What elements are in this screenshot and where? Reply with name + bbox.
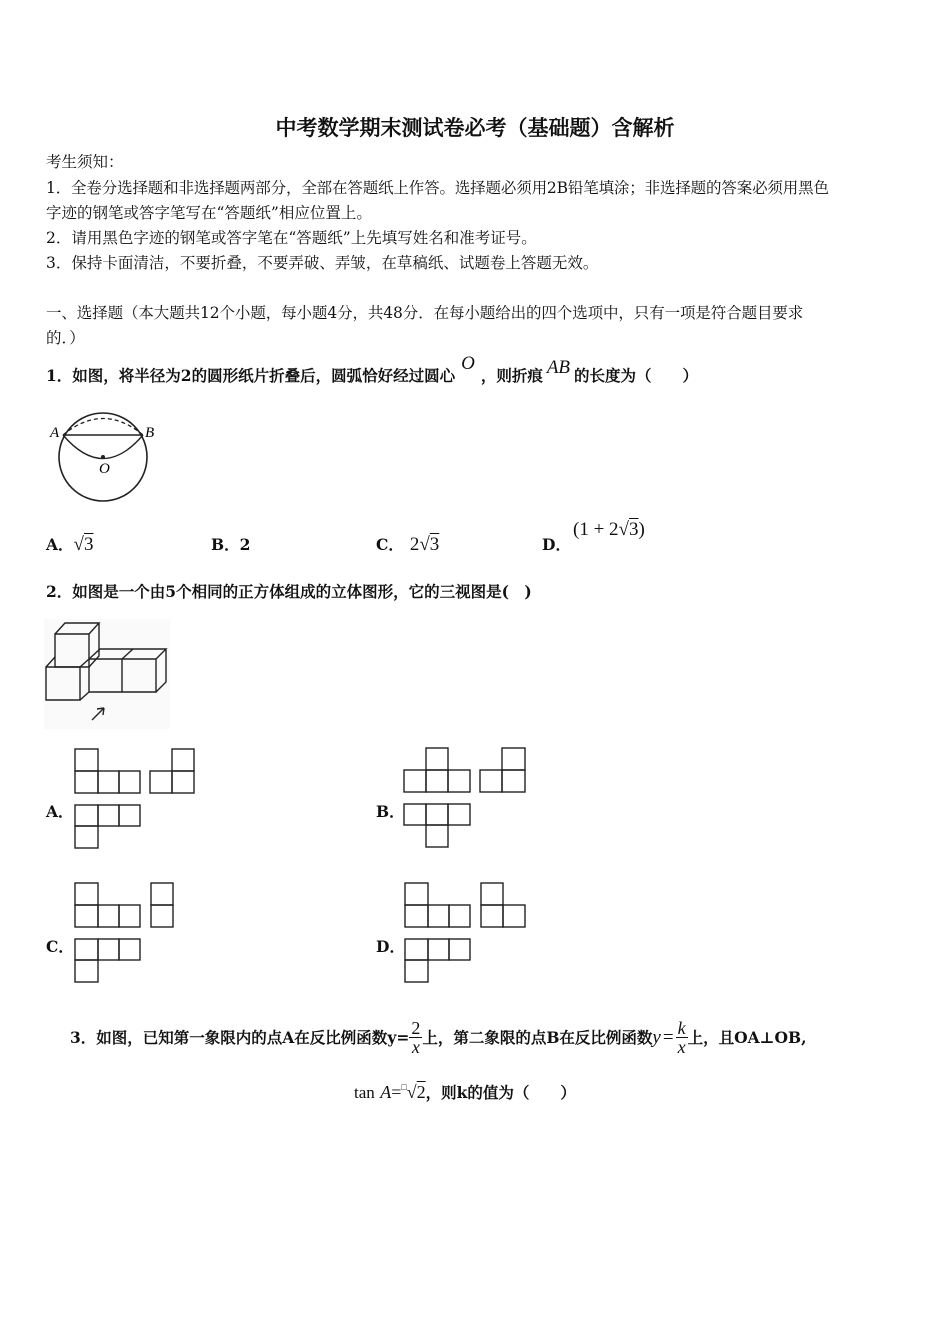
q3-text-a: 3．如图，已知第一象限内的点A在反比例函数y= (70, 1027, 410, 1047)
q3-tan-label: tan (354, 1083, 375, 1102)
q3-frac2-den: x (677, 1037, 686, 1057)
q2-option-d-label: D． (376, 937, 405, 956)
q1-option-a-radicand: 3 (83, 534, 94, 555)
q3-text-b: 上，第二象限的点B在反比例函数 (422, 1027, 653, 1047)
q3-tan-var: A (380, 1082, 392, 1102)
q3-frac1-num: 2 (411, 1018, 421, 1038)
q2-option-d-views (402, 879, 532, 987)
notice-item1-line2: 字迹的钢笔或答字笔写在“答题纸”相应位置上。 (46, 204, 372, 222)
q1-option-c-value: 2√3 (409, 534, 440, 555)
q2-option-a-label: A． (46, 802, 74, 821)
q3-math-eq: = (662, 1026, 674, 1048)
q1-center-point (101, 455, 105, 459)
section-heading-line1: 一、选择题（本大题共12个小题，每小题4分，共48分．在每小题给出的四个选项中，只有一项是符合题目要求 (46, 304, 804, 322)
q1-text-b: ，则折痕 (480, 366, 543, 385)
notice-item1-line1: 1．全卷分选择题和非选择题两部分，全部在答题纸上作答。选择题必须用2B铅笔填涂；非选择题的答案必须用黑色 (46, 179, 829, 197)
q1-option-b: B．2 (211, 535, 251, 554)
q2-figure-bg (44, 619, 170, 729)
q3-text-c: 上，且OA⊥OB, (687, 1027, 807, 1047)
notice-item3: 3．保持卡面清洁，不要折叠，不要弄破、弄皱，在草稿纸、试题卷上答题无效。 (46, 254, 599, 272)
q1-option-c-coef: 2 (409, 534, 420, 555)
q1-dashed-arc (63, 419, 143, 436)
q3-stem-line2 (354, 1082, 576, 1105)
q1-option-c-radicand: 3 (429, 534, 440, 555)
notice-heading: 考生须知： (46, 153, 124, 171)
q3-frac2-num: k (677, 1018, 686, 1038)
q3-root-index: □ (401, 1082, 407, 1092)
q1-option-a-label: A． (46, 535, 74, 554)
q1-text-c: 的长度为（ ） (574, 366, 699, 385)
q1-label-a: A (50, 425, 60, 441)
q2-option-c-label: C． (46, 937, 74, 956)
q1-option-d-label: D． (542, 535, 571, 554)
q2-option-b-label: B． (376, 802, 405, 821)
notice-item2: 2．请用黑色字迹的钢笔或答字笔在“答题纸”上先填写姓名和准考证号。 (46, 229, 537, 247)
q1-option-a (46, 535, 93, 555)
q2-stem: 2．如图是一个由5个相同的正方体组成的立体图形，它的三视图是( ) (46, 582, 532, 601)
q3-tan-radicand: 2 (416, 1082, 426, 1102)
q2-cubes-figure (44, 619, 170, 729)
q2-option-a-views (72, 745, 202, 853)
q1-option-a-value: √3 (73, 534, 94, 555)
q2-option-b-views (402, 744, 532, 852)
q1-text-a: 1．如图，将半径为2的圆形纸片折叠后，圆弧恰好经过圆心 (46, 366, 456, 385)
q2-option-c-views (72, 879, 184, 987)
q1-option-c-label: C． (376, 535, 404, 554)
q1-option-d-value: (1 + 2√3) (573, 519, 645, 540)
q1-option-d-radicand: 3 (628, 519, 639, 540)
page-title: 中考数学期末测试卷必考（基础题）含解析 (275, 116, 675, 140)
q1-circle-figure (44, 412, 174, 512)
q3-fraction-2 (676, 1019, 688, 1056)
q1-folded-arc (63, 435, 143, 459)
q1-option-d-open: (1 + 2 (573, 519, 619, 540)
q3-stem (70, 1019, 807, 1056)
q3-tan-eq: = (391, 1082, 402, 1102)
q1-math-o: O (461, 353, 475, 374)
q1-option-c (376, 535, 439, 555)
section-heading-line2: 的．） (46, 329, 85, 347)
q1-stem (46, 353, 699, 386)
q1-label-b: B (145, 425, 155, 441)
q3-fraction-1 (409, 1019, 422, 1056)
q3-frac1-den: x (411, 1037, 420, 1057)
q1-option-d-close: ) (638, 519, 645, 540)
q3-radical: √2 (406, 1082, 426, 1102)
q1-math-ab: AB (546, 357, 571, 378)
q3-math-y: y (652, 1026, 661, 1048)
q1-label-o: O (99, 461, 110, 477)
q3-text-d: ，则k的值为（ ） (425, 1083, 576, 1102)
